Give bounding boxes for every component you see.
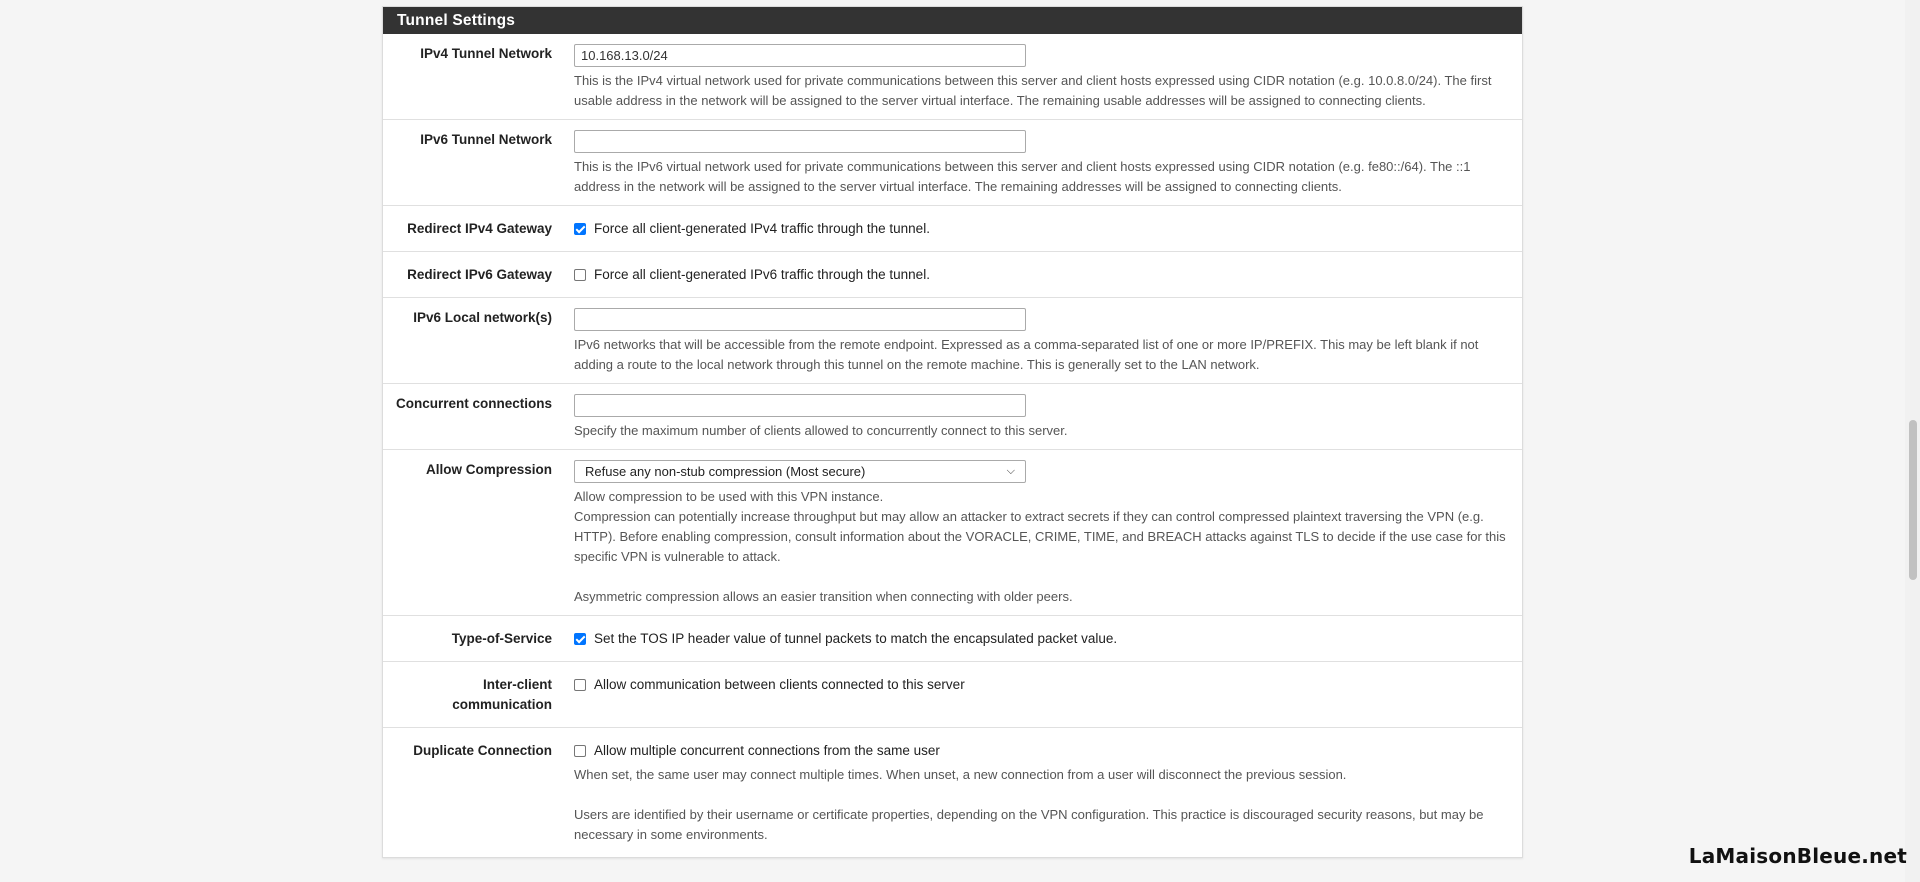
chevron-down-icon: ⌵ (1006, 465, 1015, 477)
allow-compression-select[interactable] (574, 460, 1026, 483)
watermark: LaMaisonBleue.net (1688, 844, 1907, 868)
allow-compression-selected: Refuse any non-stub compression (Most secure) (585, 464, 866, 479)
duplicate-connection-checkbox[interactable] (574, 745, 586, 757)
scrollbar-thumb[interactable] (1909, 420, 1917, 580)
inter-client-communication-label (383, 675, 564, 715)
help-text: Asymmetric compression allows an easier transition when connecting with older peers. (574, 589, 1073, 604)
allow-compression-row (383, 450, 1522, 616)
duplicate-connection-text: Allow multiple concurrent connections from the same user (594, 743, 940, 758)
label-line: Inter-client (482, 677, 552, 692)
ipv4-tunnel-network-row (383, 34, 1522, 120)
help-text: Users are identified by their username or certificate properties, depending on the VPN configuration. This practice is discouraged security reasons, but may be necessary in some environments. (574, 807, 1484, 842)
ipv4-tunnel-network-label: IPv4 Tunnel Network (420, 46, 552, 61)
ipv6-local-networks-label: IPv6 Local network(s) (413, 310, 552, 325)
type-of-service-checkbox[interactable] (574, 633, 586, 645)
concurrent-connections-label: Concurrent connections (395, 396, 552, 411)
concurrent-connections-input[interactable] (574, 394, 1026, 417)
redirect-ipv4-gateway-text: Force all client-generated IPv4 traffic through the tunnel. (594, 221, 930, 236)
tunnel-settings-panel (382, 6, 1523, 858)
inter-client-communication-text: Allow communication between clients connected to this server (594, 677, 965, 692)
type-of-service-text: Set the TOS IP header value of tunnel packets to match the encapsulated packet value. (594, 631, 1118, 646)
ipv6-tunnel-network-label: IPv6 Tunnel Network (420, 132, 552, 147)
help-text: Specify the maximum number of clients allowed to concurrently connect to this server. (574, 423, 1068, 438)
ipv6-tunnel-network-input[interactable] (574, 130, 1026, 153)
help-text: Compression can potentially increase throughput but may allow an attacker to extract secrets if they can control compressed plaintext traversing the VPN (e.g. HTTP). Before enabling compression, consult information about the VORACLE, CRIME, TIME, and BREACH attacks against TLS to decide if the use case for this specific VPN is vulnerable to attack. (574, 509, 1506, 564)
panel-title: Tunnel Settings (383, 7, 1522, 34)
type-of-service-label: Type-of-Service (451, 631, 552, 646)
redirect-ipv4-gateway-label: Redirect IPv4 Gateway (407, 221, 552, 236)
ipv6-local-networks-input[interactable] (574, 308, 1026, 331)
help-text: IPv6 networks that will be accessible from the remote endpoint. Expressed as a comma-separated list of one or more IP/PREFIX. This may be left blank if not adding a route to the local network through this tunnel on the remote machine. This is generally set to the LAN network. (574, 337, 1479, 372)
redirect-ipv4-gateway-checkbox[interactable] (574, 223, 586, 235)
ipv4-tunnel-network-input[interactable] (574, 44, 1026, 67)
help-text: This is the IPv6 virtual network used for private communications between this server and client hosts expressed using CIDR notation (e.g. fe80::/64). The ::1 address in the network will be assigned to the server virtual interface. The remaining addresses will be assigned to connecting clients. (574, 159, 1471, 194)
redirect-ipv6-gateway-label: Redirect IPv6 Gateway (407, 267, 552, 282)
redirect-ipv6-gateway-text: Force all client-generated IPv6 traffic through the tunnel. (594, 267, 930, 282)
duplicate-connection-label: Duplicate Connection (413, 743, 552, 758)
redirect-ipv6-gateway-checkbox[interactable] (574, 269, 586, 281)
ipv6-tunnel-network-help (574, 157, 1516, 197)
ipv6-local-networks-row (383, 298, 1522, 384)
ipv4-tunnel-network-help (574, 71, 1516, 111)
redirect-ipv4-gateway-row (383, 206, 1522, 252)
label-line: communication (452, 697, 552, 712)
inter-client-communication-row (383, 662, 1522, 728)
duplicate-connection-row (383, 728, 1522, 857)
ipv6-tunnel-network-row (383, 120, 1522, 206)
duplicate-connection-help (574, 765, 1516, 845)
allow-compression-help (574, 487, 1516, 607)
vertical-scrollbar[interactable] (1905, 0, 1920, 882)
concurrent-connections-row (383, 384, 1522, 450)
inter-client-communication-checkbox[interactable] (574, 679, 586, 691)
redirect-ipv6-gateway-row (383, 252, 1522, 298)
help-text: When set, the same user may connect multiple times. When unset, a new connection from a user will disconnect the previous session. (574, 767, 1347, 782)
help-text: Allow compression to be used with this VPN instance. (574, 489, 884, 504)
concurrent-connections-help (574, 421, 1516, 441)
ipv6-local-networks-help (574, 335, 1516, 375)
type-of-service-row (383, 616, 1522, 662)
help-text: This is the IPv4 virtual network used for private communications between this server and client hosts expressed using CIDR notation (e.g. 10.0.8.0/24). The first usable address in the network will be assigned to the server virtual interface. The remaining usable addresses will be assigned to connecting clients. (574, 73, 1492, 108)
allow-compression-label: Allow Compression (425, 462, 552, 477)
